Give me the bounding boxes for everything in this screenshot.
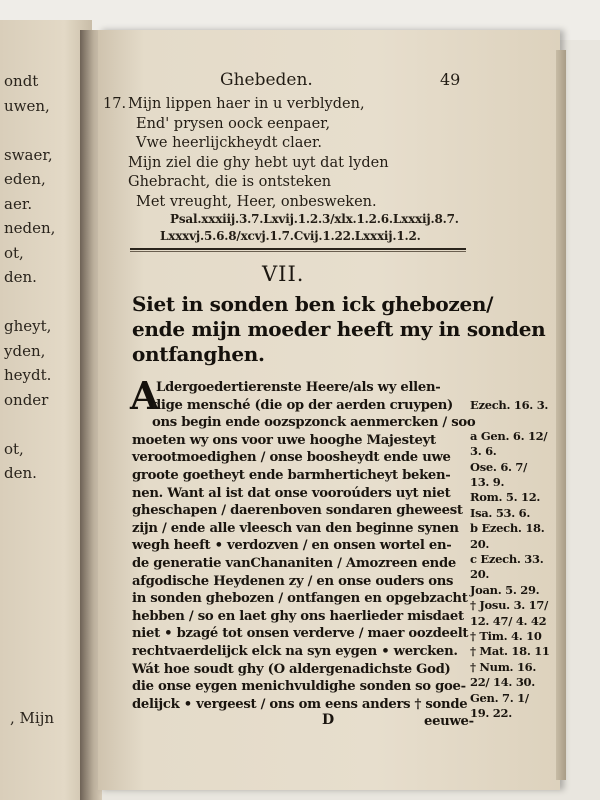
margin-note: 12. 47/ 4. 42 (470, 613, 547, 628)
body-text-line: delijck • vergeest / ons om eens anders † sonde (132, 696, 468, 712)
drop-capital: A (130, 373, 160, 418)
margin-note: † Num. 16. (470, 659, 537, 674)
body-text-line: zijn / ende alle vleesch van den beginne synen (132, 520, 459, 536)
body-text-line: Ldergoedertierenste Heere/als wy ellen- (156, 380, 441, 395)
body-text-line: hebben / so en laet ghy ons haerlieder misdaet (132, 608, 464, 624)
body-text-line: gheschapen / daerenboven sondaren gheweest (132, 503, 463, 519)
margin-note: b Ezech. 18. (470, 521, 545, 536)
section-rule-thin (130, 251, 466, 252)
body-text-line: afgodische Heydenen zy / en onse ouders ons (132, 573, 454, 589)
left-page-line: , Mijn (10, 709, 55, 727)
verse-line: Met vreught, Heer, onbesweken. (136, 193, 377, 210)
margin-note: Rom. 5. 12. (470, 490, 541, 505)
verse-line: Vwe heerlijckheydt claer. (136, 135, 322, 151)
body-text-line: verootmoedighen / onse boosheydt ende uwe (132, 450, 451, 466)
left-page-line: ot, (4, 243, 24, 262)
margin-note: † Mat. 18. 11 (470, 644, 550, 659)
body-text-line: eeuwe- (424, 714, 474, 730)
body-text-line: ons begin ende oozspzonck aenmercken / soo (152, 415, 476, 431)
margin-note: † Josu. 3. 17/ (470, 598, 548, 613)
margin-note: Gen. 7. 1/ (470, 690, 529, 705)
body-text-line: wegh heeft • verdozven / en onsen wortel en- (132, 538, 452, 554)
body-text-line: in sonden ghebozen / ontfangen en opgebzacht (132, 591, 468, 607)
left-page-line: swaer, (4, 145, 53, 164)
verse-number: 17. (103, 96, 127, 112)
left-page-line: neden, (4, 219, 56, 237)
left-page-line: ondt (4, 72, 39, 90)
body-text-line: moeten wy ons voor uwe hooghe Majesteyt (132, 432, 436, 448)
body-text-line: Wát hoe soudt ghy (O aldergenadichste God) (132, 661, 451, 677)
margin-note: Isa. 53. 6. (470, 505, 531, 520)
margin-note: Ose. 6. 7/ (470, 459, 528, 474)
verse-line: Mijn lippen haer in u verblyden, (128, 96, 365, 112)
left-page-line: eden, (4, 170, 46, 188)
left-page-line: den. (4, 464, 37, 482)
margin-note: † Tim. 4. 10 (470, 629, 542, 643)
left-page-line: uwen, (4, 96, 50, 115)
chapter-title-line: ontfanghen. (132, 342, 265, 366)
body-text-line: die onse eygen menichvuldighe sonden so goe- (132, 679, 466, 695)
verse-line: Mijn ziel die ghy hebt uyt dat lyden (128, 154, 389, 171)
page-edge (556, 50, 566, 780)
chapter-title-line: Siet in sonden ben ick ghebozen/ (132, 292, 494, 316)
chapter-title-line: ende mijn moeder heeft my in sonden (132, 317, 546, 341)
margin-note: Joan. 5. 29. (470, 582, 540, 597)
left-page-line: heydt. (4, 366, 52, 384)
left-page-line: yden, (4, 341, 46, 360)
left-page (0, 20, 92, 800)
section-number: VII. (262, 262, 305, 286)
page-number: 49 (440, 70, 461, 89)
verse-line: End' prysen oock eenpaer, (136, 115, 331, 132)
running-header: Ghebeden. (220, 70, 313, 90)
margin-note: 13. 9. (470, 475, 505, 489)
margin-note: Ezech. 16. 3. (470, 398, 549, 412)
margin-note: 3. 6. (470, 444, 497, 459)
margin-note: a Gen. 6. 12/ (470, 428, 548, 443)
section-rule (130, 248, 466, 250)
left-page-line: aer. (4, 194, 33, 213)
scripture-reference: Lxxxvj.5.6.8/xcvj.1.7.Cvij.1.22.Lxxxij.1.2. (160, 229, 421, 243)
margin-note: c Ezech. 33. (470, 552, 544, 566)
margin-note: 20. (470, 536, 490, 551)
left-page-line: onder (4, 390, 49, 409)
margin-note: 22/ 14. 30. (470, 675, 535, 690)
body-text-line: dige mensché (die op der aerden cruypen) (152, 397, 453, 413)
left-page-line: den. (4, 268, 37, 286)
body-text-line: groote goetheyt ende barmherticheyt beken- (132, 468, 451, 483)
margin-note: 19. 22. (470, 706, 512, 720)
scripture-reference: Psal.xxxiij.3.7.Lxvij.1.2.3/xlx.1.2.6.Lxxxij.8.7. (170, 212, 459, 226)
signature-mark: D (322, 712, 335, 728)
body-text-line: rechtvaerdelijck elck na syn eygen • wercken. (132, 644, 458, 659)
left-page-line: ot, (4, 439, 24, 458)
body-text-line: niet • bzagé tot onsen verderve / maer oozdeelt (132, 626, 469, 642)
body-text-line: de generatie vanChananiten / Amozreen ende (132, 556, 456, 571)
margin-note: 20. (470, 567, 490, 582)
left-page-line: gheyt, (4, 317, 52, 335)
body-text-line: nen. Want al ist dat onse vooroúders uyt niet (132, 485, 451, 501)
verse-line: Ghebracht, die is ontsteken (128, 174, 332, 190)
